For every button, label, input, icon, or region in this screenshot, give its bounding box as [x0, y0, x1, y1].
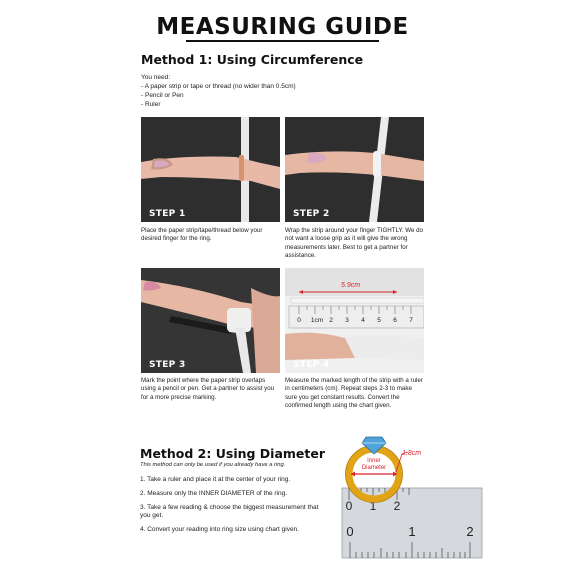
ruler4-tick-label: 4	[361, 317, 365, 324]
method2-step: 4. Convert your reading into ring size using chart given.	[140, 526, 299, 533]
needs-heading: You need:	[141, 74, 171, 81]
method2-step: 3. Take a few reading & choose the biggest measurement that you get.	[140, 504, 319, 519]
method2-step: 1. Take a ruler and place it at the center of your ring.	[140, 476, 291, 483]
method2-steps	[140, 476, 330, 540]
ruler-bottom-label: 1	[408, 524, 416, 539]
step1-photo	[141, 117, 280, 222]
ruler-top-label: 1	[369, 499, 377, 513]
step3-illustration	[141, 268, 280, 373]
needs-item: - Ruler	[141, 100, 296, 109]
method2-subtitle: This method can only be used if you already have a ring.	[140, 462, 286, 468]
step1-caption: Place the paper strip/tape/thread below your desired finger for the ring.	[141, 227, 263, 243]
step4-illustration	[285, 268, 424, 373]
ruler-top-label: 2	[393, 499, 401, 513]
step2-caption: Wrap the strip around your finger TIGHTLY. We do not want a loose grip as it will give the wrong measurements later. Best to get a partner for assistance.	[285, 227, 424, 260]
step1-label: STEP 1	[149, 209, 186, 219]
inner-diameter-label: Diameter	[361, 465, 387, 471]
ruler4-tick-label: 3	[345, 317, 349, 324]
ring-ruler-illustration	[336, 428, 484, 560]
step4-measure-label: 5.9cm	[341, 282, 361, 289]
ruler-bottom-label: 2	[466, 524, 474, 539]
needs-item: - A paper strip or tape or thread (no wider than 0.5cm)	[141, 82, 296, 91]
step1-illustration	[141, 117, 280, 222]
step2-illustration	[285, 117, 424, 222]
ruler4-tick-label: 1cm	[310, 317, 324, 324]
title-underline	[186, 40, 379, 42]
step2-photo	[285, 117, 424, 222]
step3-caption: Mark the point where the paper strip overlaps using a pencil or pen. Get a partner to assist you for a more precise marking.	[141, 377, 275, 401]
ruler4-tick-label: 2	[329, 317, 333, 324]
page-title: MEASURING GUIDE	[156, 14, 409, 40]
step4-label: STEP 4	[293, 360, 330, 370]
step4-caption: Measure the marked length of the strip with a ruler in centimeters (cm). Repeat steps 2-3 to make sure you get constant results. Convert the confirmed length using the chart given.	[285, 377, 423, 410]
ruler-top-label: 0	[345, 499, 353, 513]
ruler-bottom-label: 0	[346, 524, 354, 539]
ruler4-tick-label: 6	[393, 317, 397, 324]
step2-label: STEP 2	[293, 209, 330, 219]
needs-item: - Pencil or Pen	[141, 91, 296, 100]
method2-title: Method 2: Using Diameter	[140, 446, 326, 461]
step4-photo	[285, 268, 424, 373]
ruler4-tick-label: 0	[297, 317, 301, 324]
method2-step: 2. Measure only the INNER DIAMETER of the ring.	[140, 490, 288, 497]
inner-diameter-label: Inner	[367, 458, 381, 464]
needs-list	[141, 73, 296, 109]
step3-photo	[141, 268, 280, 373]
step3-label: STEP 3	[149, 360, 186, 370]
ruler4-tick-label: 5	[377, 317, 381, 324]
ruler4-tick-label: 7	[409, 317, 413, 324]
measure-callout-label: 1.8cm	[402, 450, 422, 457]
method1-title: Method 1: Using Circumference	[141, 52, 364, 67]
